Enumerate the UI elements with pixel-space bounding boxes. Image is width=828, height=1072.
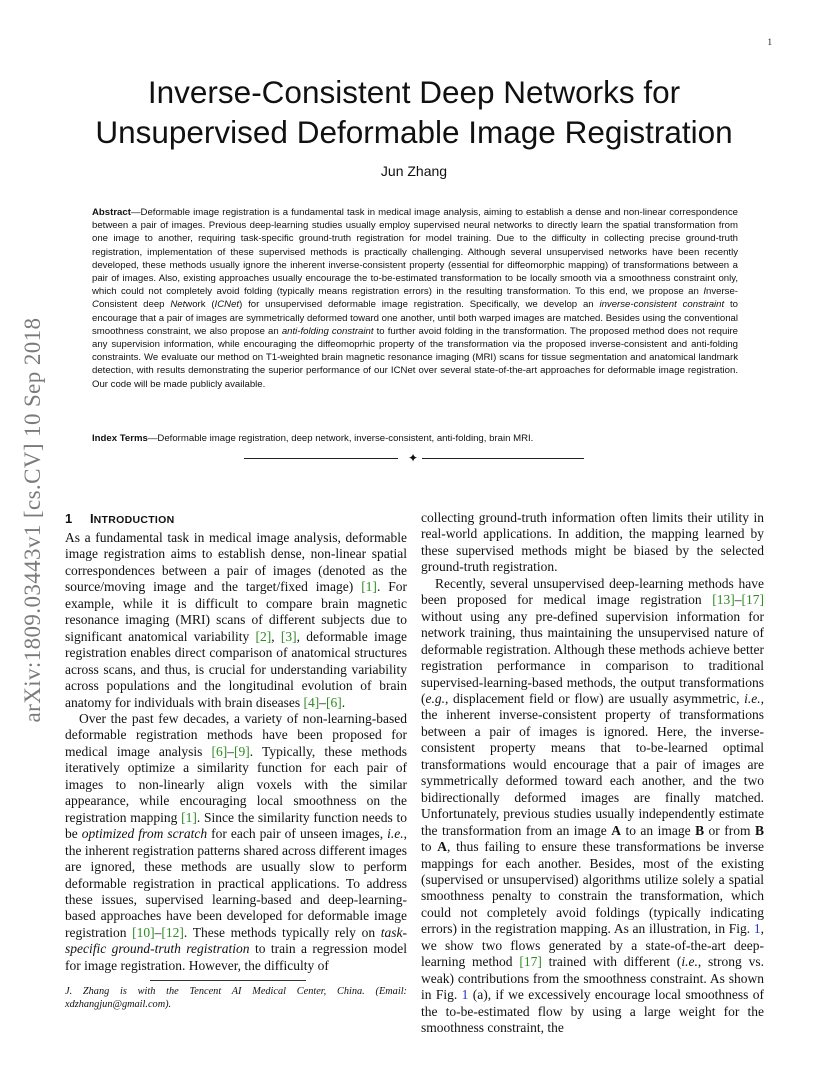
footnote-rule (150, 980, 306, 981)
citation-link[interactable]: [1] (361, 579, 377, 595)
figure-link[interactable]: 1 (461, 987, 469, 1003)
citation-link[interactable]: [13] (712, 592, 735, 608)
paragraph: Over the past few decades, a variety of non-learning-based deformable registration methods have been proposed for medical image analysis [6]–[9]. Typically, these methods iteratively optimize a similarity function for each pair of images to non-linearly align voxels with the similar appearance, while encouraging local smoothness on the registration mapping [1]. Since the similarity function needs to be optimized from scratch for each pair of unseen images, i.e., the inherent registration patterns shared across different images are ignored, these methods are usually slow to perform deformable registration in practical applications. To address these issues, supervised learning-based and deep-learning-based approaches have been developed for deformable image registration [10]–[12]. These methods typically rely on task-specific ground-truth registration to train a regression model for image registration. However, the difficulty of (65, 710, 408, 973)
separator-star-icon: ✦ (407, 451, 419, 465)
right-column (421, 510, 764, 1037)
citation-link[interactable]: [2] (255, 628, 272, 644)
citation-link[interactable]: [12] (161, 924, 184, 940)
index-terms-label: Index Terms (92, 433, 148, 444)
separator-line-left (244, 458, 398, 459)
paper-title: Inverse-Consistent Deep Networks for Unsupervised Deformable Image Registration (95, 74, 733, 150)
section-heading: 1 INTRODUCTION (65, 511, 175, 526)
citation-link[interactable]: [1] (181, 809, 197, 825)
citation-link[interactable]: [17] (741, 592, 764, 608)
abstract: Abstract—Deformable image registration is a fundamental task in medical image analysis, aiming to establish a dense and non-linear correspondence between a pair of images. Previous deep-learning studies usually employ supervised neural networks to directly learn the spatial transformation from one image to another, requiring task-specific ground-truth registration for model training. Due to the difficulty in collecting precise ground-truth registration, implementation of these supervised methods is practically challenging. Although several unsupervised networks have been recently developed, these methods usually ignore the inherent inverse-consistent property (essential for diffeomorphic mapping) of transformations between a pair of images. Also, existing approaches usually encourage the to-be-estimated transformation to be locally smooth via a smoothness constraint only, which could not completely avoid folding (typically means registration errors) in the resulting transformation. To this end, we propose an Inverse-Consistent deep Network (ICNet) for unsupervised deformable image registration. Specifically, we develop an inverse-consistent constraint to encourage that a pair of images are symmetrically deformed toward one another, until both warped images are matched. Besides using the conventional smoothness constraint, we also propose an anti-folding constraint to further avoid folding in the transformation. The proposed method does not require any supervision information, while encouraging the diffeomoprhic property of the transformation via the proposed inverse-consistent and anti-folding constraints. We evaluate our method on T1-weighted brain magnetic resonance imaging (MRI) scans for tissue segmentation and anatomical landmark detection, with results demonstrating the superior performance of our ICNet over several state-of-the-art approaches for deformable image registration. Our code will be made publicly available. (92, 207, 739, 390)
citation-link[interactable]: [4] (303, 694, 320, 710)
index-terms: Index Terms—Deformable image registration, deep network, inverse-consistent, anti-folding, brain MRI. (92, 433, 534, 444)
section-number: 1 (65, 511, 73, 526)
left-column (65, 510, 407, 974)
citation-link[interactable]: [10] (132, 924, 155, 940)
citation-link[interactable]: [3] (280, 628, 297, 644)
citation-link[interactable]: [9] (234, 743, 250, 759)
abstract-label: Abstract (92, 207, 131, 218)
paragraph: As a fundamental task in medical image analysis, deformable image registration aims to establish dense, non-linear spatial correspondences between a pair of images (denoted as the source/moving image and the target/fixed image) [1]. For example, while it is difficult to compare brain magnetic resonance imaging (MRI) scans of different subjects due to significant anatomical variability [2], [3], deformable image registration enables direct comparison of anatomical structures across scans, and thus, is crucial for understanding variability across populations and the longitudinal evolution of brain anatomy for individuals with brain diseases [4]–[6]. (65, 530, 407, 710)
page-number: 1 (767, 37, 772, 47)
arxiv-identifier-stamp: arXiv:1809.03443v1 [cs.CV] 10 Sep 2018 (20, 317, 45, 723)
citation-link[interactable]: [6] (325, 694, 342, 710)
author-name: Jun Zhang (380, 163, 448, 179)
section-separator (244, 452, 584, 466)
separator-line-right (422, 458, 584, 459)
paragraph: Recently, several unsupervised deep-learning methods have been proposed for medical image registration [13]–[17] without using any pre-defined supervision information for network training, thus maintaining the unsupervised nature of deformable registration. Although these methods achieve better registration performance in comparison to traditional supervised-learning-based methods, the output transformations (e.g., displacement field or flow) are usually asymmetric, i.e., the inherent inverse-consistent property of transformations between a pair of images is ignored. Here, the inverse-consistent property means that to-be-learned optimal transformations would encourage that a pair of images are symmetrically deformed toward each another, and the two bidirectionally deformed images are finally matched. Unfortunately, previous studies usually independently estimate the transformation from an image A to an image B or from B to A, thus failing to ensure these transformations be inverse mappings for each another. Besides, most of the existing (supervised or unsupervised) algorithms utilize solely a spatial smoothness penalty to constrain the transformation, which could not completely avoid foldings (typically indicating errors) in the registration mapping. As an illustration, in Fig. 1, we show two flows generated by a state-of-the-art deep-learning method [17] trained with different (i.e., strong vs. weak) contributions from the smoothness constraint. As shown in Fig. 1 (a), if we excessively encourage local smoothness of the to-be-estimated flow by using a large weight for the smoothness constraint, the (421, 575, 764, 1036)
figure-link[interactable]: 1 (753, 921, 761, 937)
citation-link[interactable]: [6] (211, 743, 228, 759)
paragraph: collecting ground-truth information often limits their utility in real-world applications. In addition, the mapping learned by these supervised methods might be biased by the selected ground-truth registration. (421, 510, 764, 575)
author-footnote: J. Zhang is with the Tencent AI Medical Center, China. (Email: xdzhangjun@gmail.com). (65, 986, 407, 1010)
citation-link[interactable]: [17] (519, 954, 542, 970)
